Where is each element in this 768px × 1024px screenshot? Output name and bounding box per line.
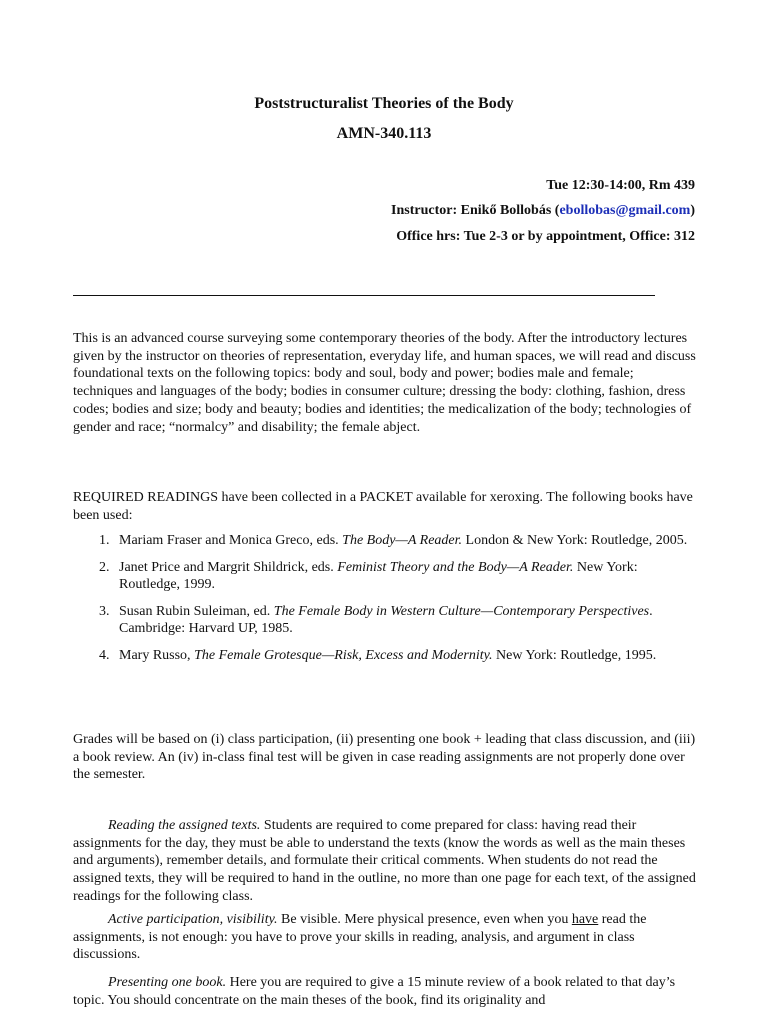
participation-heading: Active participation, visibility. (108, 912, 278, 927)
presenting-text: Here you are required to give a 15 minute review of a book related to that day’s topic. You should concentrate on the main theses of the book, find its originality and (73, 975, 676, 1008)
participation-underlined-word: have (571, 912, 599, 927)
reading-authors: Mariam Fraser and Monica Greco, eds. (119, 533, 343, 548)
participation-text-a: Be visible. Mere physical presence, even when you (277, 912, 572, 927)
grading-paragraph: Grades will be based on (i) class participation, (ii) presenting one book + leading that class discussion, and (iii) a book review. An (iv) in-class final test will be given in case reading assignments are not properly done over the semester. (73, 732, 696, 783)
reading-number: 3. (99, 603, 110, 619)
participation-text-b: read the assignments, is not enough: you have to prove your skills in reading, analysis, and argument in class discussions. (73, 912, 647, 963)
office-hours: Office hrs: Tue 2-3 or by appointment, Office: 312 (396, 229, 695, 244)
class-schedule: Tue 12:30-14:00, Rm 439 (546, 178, 695, 193)
reading-heading: Reading the assigned texts. (108, 818, 261, 833)
reading-publisher: New York: Routledge, 1999. (119, 559, 638, 593)
reading-item-4 (73, 647, 697, 665)
reading-number: 1. (99, 533, 110, 548)
reading-number: 2. (99, 559, 110, 575)
reading-publisher: London & New York: Routledge, 2005. (462, 533, 688, 548)
required-readings-list (73, 532, 697, 673)
reading-number: 4. (99, 647, 110, 663)
participation-paragraph (73, 911, 697, 964)
instructor-label: Instructor: Enikő Bollobás ( (391, 203, 560, 218)
course-description: This is an advanced course surveying some contemporary theories of the body. After the introductory lectures given by the instructor on theories of representation, everyday life, and human spaces, we will read and discuss foundational texts on the following topics: body and soul, body and power; bodies male and female; techniques and languages of the body; bodies in consumer culture; dressing the body: clothing, fashion, dress codes; bodies and size; body and beauty; bodies and identities; the medicalization of the body; technologies of gender and race; “normalcy” and disability; the female abject. (73, 331, 696, 435)
required-readings-intro: REQUIRED READINGS have been collected in a PACKET available for xeroxing. The following books have been used: (73, 490, 693, 523)
header-divider (73, 295, 655, 296)
reading-text: Students are required to come prepared for class: having read their assignments for the day, they must be able to understand the texts (know the words as well as the main theses and arguments), remember details, and formulate their critical comments. When students do not read the assigned texts, they will be required to hand in the outline, no more than one page for each text, of the assigned readings for the following class. (73, 818, 696, 904)
reading-book-title: Feminist Theory and the Body—A Reader. (337, 559, 574, 575)
reading-publisher: New York: Routledge, 1995. (492, 647, 657, 663)
reading-book-title: The Female Body in Western Culture—Contemporary Perspectives (273, 603, 650, 619)
reading-book-title: The Body—A Reader. (342, 533, 463, 548)
reading-item-3 (73, 603, 697, 638)
reading-authors: Janet Price and Margrit Shildrick, eds. (119, 559, 338, 575)
instructor-line (391, 203, 695, 219)
presenting-paragraph (73, 974, 697, 1009)
reading-item-2 (73, 559, 697, 594)
course-title: Poststructuralist Theories of the Body (254, 95, 514, 112)
reading-authors: Susan Rubin Suleiman, ed. (119, 603, 274, 619)
presenting-heading: Presenting one book. (108, 975, 227, 990)
reading-item-1 (73, 532, 697, 550)
instructor-close-paren: ) (690, 203, 695, 218)
reading-authors: Mary Russo, (119, 647, 195, 663)
instructor-email-link[interactable]: ebollobas@gmail.com (559, 203, 691, 218)
reading-publisher: . Cambridge: Harvard UP, 1985. (119, 603, 653, 637)
reading-book-title: The Female Grotesque—Risk, Excess and Modernity. (194, 647, 493, 663)
reading-paragraph (73, 817, 697, 906)
course-code: AMN-340.113 (336, 125, 432, 142)
